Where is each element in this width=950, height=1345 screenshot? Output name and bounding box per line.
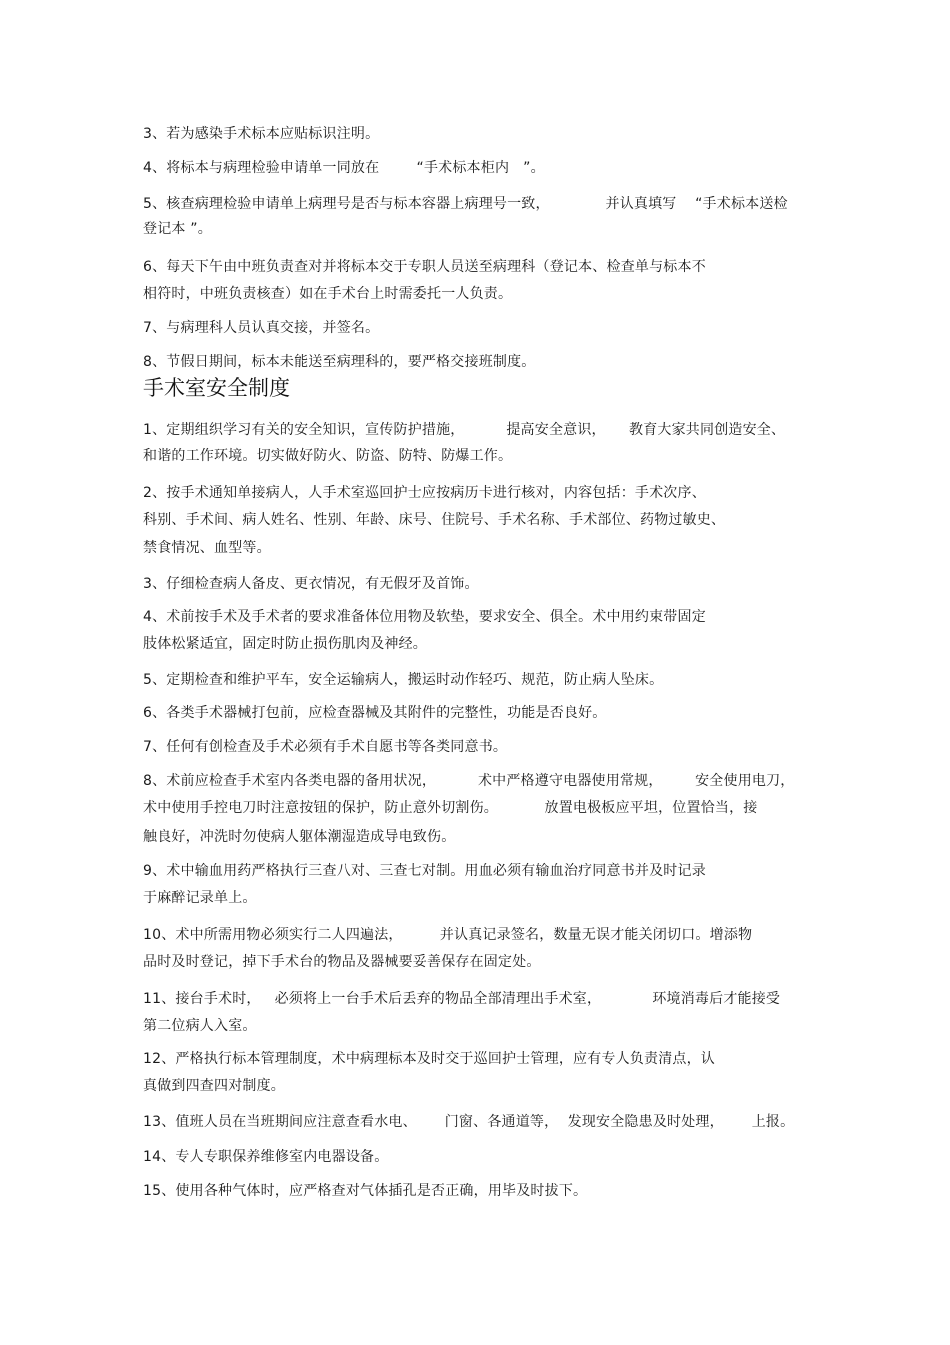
text-line: 术中使用手控电刀时注意按钮的保护，防止意外切割伤。 放置电极板应平坦，位置恰当，接 (143, 800, 758, 816)
text-line: 6、每天下午由中班负责查对并将标本交于专职人员送至病理科（登记本、检查单与标本不 (143, 259, 706, 275)
text-line: 5、定期检查和维护平车，安全运输病人，搬运时动作轻巧、规范，防止病人坠床。 (143, 672, 664, 688)
text-line: 15、使用各种气体时，应严格查对气体插孔是否正确，用毕及时拔下。 (143, 1183, 588, 1199)
text-line: 2、按手术通知单接病人，人手术室巡回护士应按病历卡进行核对，内容包括：手术次序、 (143, 485, 706, 501)
text-line: 品时及时登记，掉下手术台的物品及器械要妥善保存在固定处。 (143, 954, 541, 970)
text-line: 触良好，冲洗时勿使病人躯体潮湿造成导电致伤。 (143, 829, 456, 845)
text-line: 7、任何有创检查及手术必须有手术自愿书等各类同意书。 (143, 739, 508, 755)
section-heading: 手术室安全制度 (143, 376, 290, 400)
text-line: 3、若为感染手术标本应贴标识注明。 (143, 126, 380, 142)
text-line: 8、节假日期间，标本未能送至病理科的，要严格交接班制度。 (143, 354, 536, 370)
text-line: 4、术前按手术及手术者的要求准备体位用物及软垫，要求安全、俱全。术中用约束带固定 (143, 609, 706, 625)
text-line: 7、与病理科人员认真交接，并签名。 (143, 320, 380, 336)
text-line: 于麻醉记录单上。 (143, 890, 257, 906)
text-line: 相符时，中班负责核查）如在手术台上时需委托一人负责。 (143, 286, 513, 302)
text-line: 1、定期组织学习有关的安全知识，宣传防护措施， 提高安全意识， 教育大家共同创造安全、 (143, 422, 786, 438)
text-line: 科别、手术间、病人姓名、性别、年龄、床号、住院号、手术名称、手术部位、药物过敏史、 (143, 512, 726, 528)
text-line: 和谐的工作环境。切实做好防火、防盗、防特、防爆工作。 (143, 448, 513, 464)
text-line: 肢体松紧适宜，固定时防止损伤肌肉及神经。 (143, 636, 427, 652)
text-line: 5、核查病理检验申请单上病理号是否与标本容器上病理号一致， 并认真填写 “手术标本送检 (143, 196, 788, 212)
text-line: 14、专人专职保养维修室内电器设备。 (143, 1149, 389, 1165)
text-line: 12、严格执行标本管理制度，术中病理标本及时交于巡回护士管理，应有专人负责清点，认 (143, 1051, 716, 1067)
text-line: 11、接台手术时， 必须将上一台手术后丢弃的物品全部清理出手术室， 环境消毒后才能接受 (143, 991, 781, 1007)
text-line: 禁食情况、血型等。 (143, 540, 271, 556)
text-line: 10、术中所需用物必须实行二人四遍法， 并认真记录签名，数量无误才能关闭切口。增添物 (143, 927, 753, 943)
text-line: 9、术中输血用药严格执行三查八对、三查七对制。用血必须有输血治疗同意书并及时记录 (143, 863, 706, 879)
text-line: 3、仔细检查病人备皮、更衣情况，有无假牙及首饰。 (143, 576, 479, 592)
text-line: 6、各类手术器械打包前，应检查器械及其附件的完整性，功能是否良好。 (143, 705, 607, 721)
text-line: 登记本 ”。 (143, 221, 212, 237)
text-line: 13、值班人员在当班期间应注意查看水电、 门窗、各通道等， 发现安全隐患及时处理， 上报。 (143, 1114, 795, 1130)
text-line: 8、术前应检查手术室内各类电器的备用状况， 术中严格遵守电器使用常规， 安全使用电刀， (143, 773, 795, 789)
text-line: 真做到四查四对制度。 (143, 1078, 285, 1094)
text-line: 4、将标本与病理检验申请单一同放在 “手术标本柜内 ”。 (143, 160, 545, 176)
text-line: 第二位病人入室。 (143, 1018, 257, 1034)
